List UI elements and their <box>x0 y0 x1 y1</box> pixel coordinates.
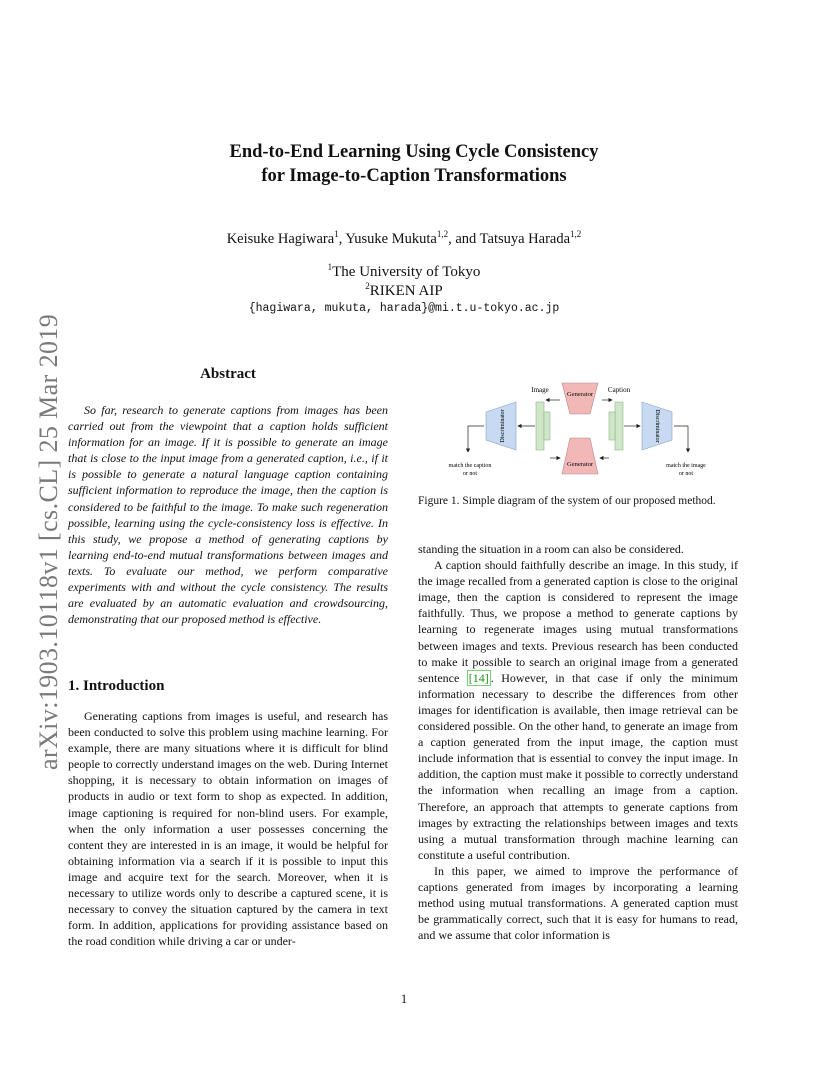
figure-1-caption: Figure 1. Simple diagram of the system of our proposed method. <box>418 495 716 507</box>
author-separator: , and <box>448 231 480 247</box>
paragraph-text: . However, in that case if only the minimum information necessary to describe the differences from other images for identification is available, then image retrieval can be considered possible. On the other hand, to generate an image from a caption generated from the input image, the caption must include information that is essential to convey the input image. In addition, the caption must make it possible to correctly understand the information when recalling an image from a caption. Therefore, an approach that attempts to generate captions from images by extracting the relationships between images and texts using a mutual transformation through machine learning can constitute a useful contribution. <box>418 670 738 862</box>
paragraph-continuation: standing the situation in a room can also be considered. <box>418 542 684 556</box>
arxiv-identifier: arXiv:1903.10118v1 [cs.CL] 25 Mar 2019 <box>34 313 63 770</box>
author-emails: {hagiwara, mukuta, harada}@mi.t.u-tokyo.ac.jp <box>248 302 560 315</box>
paragraph: In this paper, we aimed to improve the performance of captions generated from images by incorporating a learning method using mutual transformations. A generated caption must be grammatically correct, such that it is easy for humans to read, and we assume that color information is <box>418 863 738 943</box>
paragraph <box>418 557 738 863</box>
caption-feature-block <box>609 412 615 440</box>
affiliation-1 <box>0 264 808 281</box>
affiliation-name: RIKEN AIP <box>369 283 443 299</box>
figure-arrow <box>674 426 688 452</box>
output-label-right: match the image <box>666 463 706 469</box>
generator-bottom-block <box>562 438 598 474</box>
caption-feature-block <box>615 402 623 450</box>
paragraph-text: A caption should faithfully describe an image. In this study, if the image recalled from a generated caption is close to the original image, then the caption is considered to represent the image faithfully. Thus, we propose a method to generate captions by learning to regenerate images using mutual transformations between images and texts. Previous research has been conducted to make it possible to search an original image from a generated sentence <box>418 558 738 685</box>
author-name: Yusuke Mukuta <box>345 231 437 247</box>
author-list <box>0 231 808 248</box>
introduction-left-column <box>68 708 388 949</box>
generator-top-block <box>562 383 598 414</box>
affiliation-mark: 1 <box>327 262 333 272</box>
title-line-1: End-to-End Learning Using Cycle Consistency <box>229 142 599 162</box>
author-name: Tatsuya Harada <box>479 231 571 247</box>
paper-title <box>0 140 828 188</box>
generator-top-label: Generator <box>567 391 593 398</box>
author-affiliation-mark: 1 <box>334 229 339 240</box>
figure-label-image: Image <box>531 386 549 394</box>
image-feature-block <box>544 412 550 440</box>
figure-1-diagram <box>418 380 738 492</box>
output-label-left-2: or not <box>462 471 478 477</box>
abstract-text: So far, research to generate captions from images has been carried out from the viewpoint that a caption holds sufficient information for an image. If it is possible to generate an image that is close to the input image from a generated caption, i.e., if it is possible to generate a natural language caption containing sufficient information to reproduce the image, then the caption is considered to be faithful to the image. To make such regeneration possible, learning using the cycle-consistency loss is effective. In this study, we propose a method of generating captions by learning end-to-end mutual transformations between images and texts. To evaluate our method, we perform comparative experiments with and without the cycle consistency. The results are evaluated by an automatic evaluation and crowdsourcing, demonstrating that our proposed method is effective. <box>68 403 388 627</box>
author-name: Keisuke Hagiwara <box>226 231 335 247</box>
author-affiliation-mark: 1,2 <box>436 229 449 240</box>
figure-arrow <box>468 426 484 452</box>
output-label-left: match the caption <box>448 463 492 469</box>
paragraph: Generating captions from images is useful, and research has been conducted to solve this problem using machine learning. For example, there are many situations where it is difficult for blind people to correctly understand images on the web. During Internet shopping, it is necessary to obtain information on images of products in audio or text form to shop as expected. In addition, image captioning is required for non-blind users. For example, when the only information a user possesses concerning the content they are interested in is an image, it would be helpful for obtaining information via a search if it is possible to input this image and acquire text for the search. Moreover, when it is necessary to utilize words only to describe a captured scene, it is necessary to convey the situation captured by the camera in text form. In addition, applications for providing assistance based on the road condition while driving a car or under- <box>68 709 388 949</box>
citation-link[interactable]: [14] <box>468 670 489 685</box>
generator-bottom-label: Generator <box>567 461 593 468</box>
title-line-2: for Image-to-Caption Transformations <box>261 166 567 186</box>
abstract-heading: Abstract <box>200 366 256 382</box>
section-heading-introduction: 1. Introduction <box>68 678 165 694</box>
introduction-right-column <box>418 541 738 943</box>
discriminator-right-label: Discriminator <box>654 409 660 443</box>
affiliation-2 <box>0 283 808 300</box>
page-number: 1 <box>400 992 408 1006</box>
output-label-right-2: or not <box>678 471 694 477</box>
affiliation-mark: 2 <box>365 281 370 291</box>
image-feature-block <box>536 402 544 450</box>
figure-label-caption: Caption <box>607 386 631 394</box>
author-separator: , <box>338 231 346 247</box>
arxiv-stamp <box>14 280 63 770</box>
affiliation-name: The University of Tokyo <box>332 264 481 280</box>
discriminator-left-label: Discriminator <box>500 409 506 443</box>
author-affiliation-mark: 1,2 <box>570 229 582 240</box>
